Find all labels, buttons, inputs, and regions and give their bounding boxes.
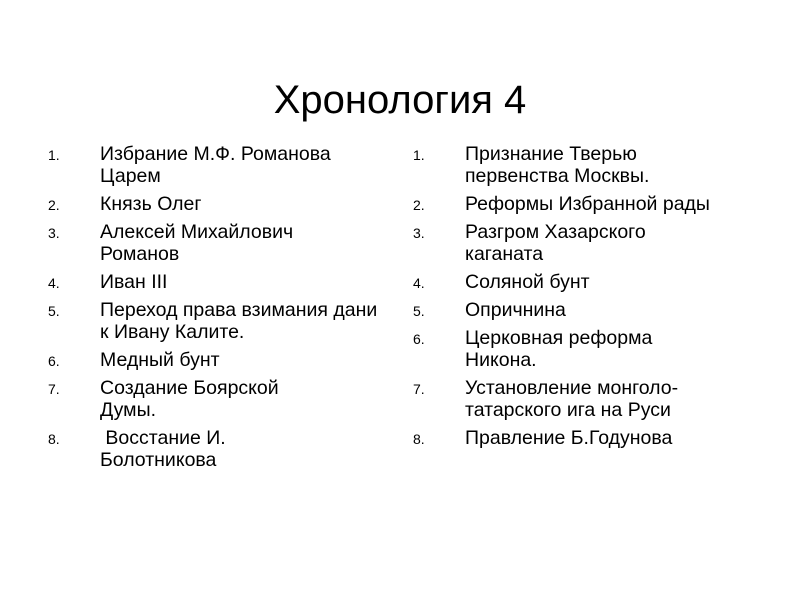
list-item-number: 3.: [413, 225, 425, 241]
list-item-number: 3.: [48, 225, 60, 241]
list-item-text: Опричнина: [465, 299, 566, 321]
list-item: [413, 299, 753, 321]
list-item: [413, 377, 753, 421]
slide-title: Хронология 4: [273, 77, 527, 122]
list-item: [48, 377, 393, 421]
list-item: [413, 193, 753, 215]
left-list: [48, 143, 393, 478]
list-item-text: Избрание М.Ф. Романова Царем: [100, 143, 337, 187]
list-item: [48, 299, 393, 343]
list-item-text: Установление монголо-татарского ига на Руси: [465, 377, 679, 421]
list-item-number: 2.: [413, 197, 425, 213]
list-item: [413, 143, 753, 187]
list-item: [48, 143, 393, 187]
list-item: [413, 427, 753, 449]
list-item-text: Разгром Хазарского каганата: [465, 221, 652, 265]
list-item-text: Правление Б.Годунова: [465, 427, 673, 449]
list-item-number: 2.: [48, 197, 60, 213]
list-item-text: Иван III: [100, 271, 168, 293]
list-item-number: 5.: [413, 303, 425, 319]
right-list: [413, 143, 753, 456]
list-item-text: Алексей Михайлович Романов: [100, 221, 299, 265]
list-item-text: Реформы Избранной рады: [465, 193, 710, 215]
list-item-number: 8.: [413, 431, 425, 447]
list-item: [48, 193, 393, 215]
list-item-number: 7.: [413, 381, 425, 397]
list-item: [413, 271, 753, 293]
list-item-number: 5.: [48, 303, 60, 319]
list-item-text: Восстание И. Болотникова: [100, 427, 232, 471]
list-item-text: Переход права взимания дани к Ивану Калите.: [100, 299, 383, 343]
list-item-text: Создание Боярской Думы.: [100, 377, 285, 421]
list-item-text: Медный бунт: [100, 349, 220, 371]
list-item-number: 6.: [413, 331, 425, 347]
list-item: [413, 221, 753, 265]
list-item-number: 1.: [48, 147, 60, 163]
list-item: [48, 271, 393, 293]
list-item-number: 4.: [48, 275, 60, 291]
list-item-number: 8.: [48, 431, 60, 447]
list-item: [48, 427, 393, 471]
list-item-text: Церковная реформа Никона.: [465, 327, 658, 371]
list-item-number: 4.: [413, 275, 425, 291]
list-item: [413, 327, 753, 371]
list-item-number: 1.: [413, 147, 425, 163]
list-item-text: Князь Олег: [100, 193, 202, 215]
list-item-text: Соляной бунт: [465, 271, 590, 293]
list-item: [48, 349, 393, 371]
list-item-number: 6.: [48, 353, 60, 369]
list-item-number: 7.: [48, 381, 60, 397]
list-item-text: Признание Тверью первенства Москвы.: [465, 143, 650, 187]
list-item: [48, 221, 393, 265]
